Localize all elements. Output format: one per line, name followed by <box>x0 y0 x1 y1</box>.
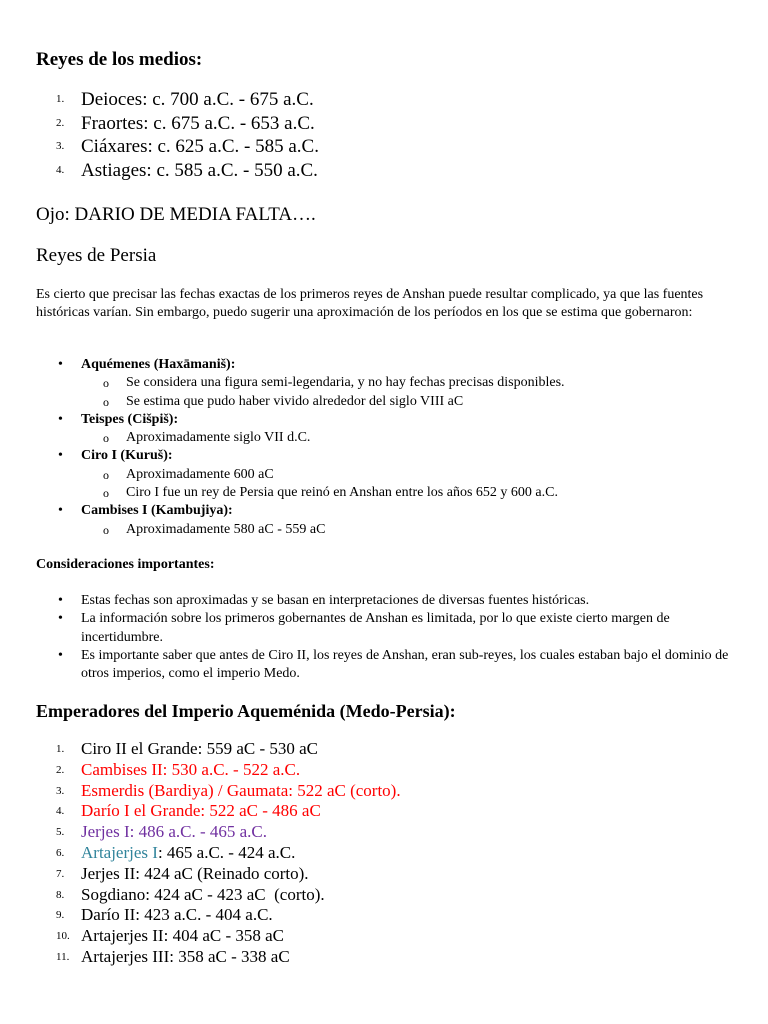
sub-list-item <box>0 521 768 539</box>
sub-list <box>81 374 768 411</box>
king-name: Teispes (Cišpiš): <box>81 411 179 427</box>
list-item <box>0 610 730 647</box>
medes-list <box>0 88 768 182</box>
emperor-text: Cambises II: 530 a.C. - 522 a.C. <box>81 759 301 779</box>
list-item-text: Estas fechas son aproximadas y se basan en interpretaciones de diversas fuentes históricas. <box>81 593 590 608</box>
list-item-text: La información sobre los primeros gobernantes de Anshan es limitada, por lo que existe cierto margen de incertidumbre. <box>81 611 670 645</box>
circle-bullet-icon: o <box>103 376 109 391</box>
list-number: 7. <box>56 867 65 880</box>
list-number: 11. <box>56 950 70 963</box>
list-item <box>0 947 768 968</box>
list-item <box>0 356 768 411</box>
list-number: 4. <box>56 805 65 818</box>
dario-note: Ojo: DARIO DE MEDIA FALTA…. <box>36 204 316 225</box>
list-item <box>0 822 768 843</box>
list-item <box>0 592 730 610</box>
sub-list <box>81 521 768 539</box>
bullet-icon: • <box>58 357 63 372</box>
emperor-text: Esmerdis (Bardiya) / Gaumata: 522 aC (corto). <box>81 780 401 800</box>
sub-list-item <box>0 484 768 502</box>
list-item <box>0 411 768 448</box>
list-item <box>0 112 768 136</box>
list-item-text: Es importante saber que antes de Ciro II, los reyes de Anshan, eran sub-reyes, los cuales estaban bajo el dominio de otros imperios, como el imperio Medo. <box>81 647 729 682</box>
king-name: Cambises I (Kambujiya): <box>81 503 233 519</box>
persia-kings-list <box>0 356 768 539</box>
list-item-text: Fraortes: c. 675 a.C. - 653 a.C. <box>81 112 315 134</box>
sub-item-text: Aproximadamente 600 aC <box>126 466 274 482</box>
list-number: 2. <box>56 116 65 129</box>
list-item <box>0 801 768 822</box>
list-item <box>0 447 768 502</box>
sub-list-item <box>0 429 768 447</box>
list-item <box>0 781 768 802</box>
list-item <box>0 864 768 885</box>
circle-bullet-icon: o <box>103 486 109 501</box>
bullet-icon: • <box>58 448 63 464</box>
list-item <box>0 647 730 684</box>
list-number: 6. <box>56 846 65 859</box>
list-number: 2. <box>56 763 65 776</box>
medes-heading-block <box>36 48 202 72</box>
sub-item-text: Aproximadamente 580 aC - 559 aC <box>126 521 326 537</box>
emperor-text: Artajerjes III: 358 aC - 338 aC <box>81 946 290 966</box>
emperor-name-colored: Artajerjes I <box>81 842 158 862</box>
list-item <box>0 760 768 781</box>
sub-list-item <box>0 466 768 484</box>
emperor-text: Jerjes I: 486 a.C. - 465 a.C. <box>81 822 268 842</box>
king-name: Aquémenes (Haxāmaniš): <box>81 357 236 372</box>
bullet-icon: • <box>58 647 63 663</box>
medes-heading: Reyes de los medios: <box>36 49 203 70</box>
emperors-list <box>0 739 768 968</box>
list-number: 4. <box>56 163 65 176</box>
bullet-icon: • <box>58 411 63 427</box>
list-number: 1. <box>56 743 65 755</box>
king-name: Ciro I (Kuruš): <box>81 448 173 464</box>
bullet-icon: • <box>58 593 63 608</box>
list-number: 10. <box>56 930 70 943</box>
list-item <box>0 905 768 926</box>
sub-list <box>81 466 768 503</box>
list-item-text: Astiages: c. 585 a.C. - 550 a.C. <box>81 159 318 181</box>
sub-item-text: Ciro I fue un rey de Persia que reinó en Anshan entre los años 652 y 600 a.C. <box>126 485 558 501</box>
considerations-list <box>0 592 730 683</box>
sub-item-text: Se considera una figura semi-legendaria, y no hay fechas precisas disponibles. <box>126 375 565 391</box>
list-number: 1. <box>56 93 65 105</box>
list-item <box>0 926 768 947</box>
list-item <box>0 502 768 539</box>
list-number: 3. <box>56 140 65 152</box>
list-item <box>0 88 768 112</box>
sub-list-item <box>0 393 768 411</box>
emperor-text: Jerjes II: 424 aC (Reinado corto). <box>81 863 309 883</box>
list-number: 8. <box>56 888 65 901</box>
emperors-heading: Emperadores del Imperio Aqueménida (Medo-Persia): <box>36 701 456 721</box>
list-item-text: Deioces: c. 700 a.C. - 675 a.C. <box>81 89 314 110</box>
bullet-icon: • <box>58 611 63 627</box>
sub-item-text: Se estima que pudo haber vivido alrededor del siglo VIII aC <box>126 393 464 409</box>
list-number: 9. <box>56 909 65 922</box>
circle-bullet-icon: o <box>103 467 109 482</box>
emperor-text: Ciro II el Grande: 559 aC - 530 aC <box>81 739 318 758</box>
emperor-text: Artajerjes II: 404 aC - 358 aC <box>81 926 284 946</box>
list-number: 3. <box>56 784 65 797</box>
persia-heading: Reyes de Persia <box>36 245 157 266</box>
list-item <box>0 843 768 864</box>
bullet-icon: • <box>58 503 63 519</box>
list-item-text: Ciáxares: c. 625 a.C. - 585 a.C. <box>81 136 319 157</box>
sub-list <box>81 429 768 447</box>
circle-bullet-icon: o <box>103 431 109 446</box>
list-item <box>0 159 768 183</box>
considerations-heading: Consideraciones importantes: <box>36 557 215 572</box>
emperor-text: Darío II: 423 a.C. - 404 a.C. <box>81 905 273 925</box>
circle-bullet-icon: o <box>103 394 109 409</box>
list-item <box>0 885 768 906</box>
emperor-text: Sogdiano: 424 aC - 423 aC (corto). <box>81 884 325 904</box>
persia-intro: Es cierto que precisar las fechas exactas de los primeros reyes de Anshan puede resultar complicado, ya que las fuentes históricas varían. Sin embargo, puedo sugerir una aproximación de los períodos en los que se estima que gobernaron: <box>36 287 704 320</box>
list-number: 5. <box>56 826 65 839</box>
list-item <box>0 135 768 159</box>
sub-list-item <box>0 374 768 392</box>
list-item <box>0 739 768 760</box>
circle-bullet-icon: o <box>103 522 109 537</box>
emperor-dates: : 465 a.C. - 424 a.C. <box>157 842 296 862</box>
emperor-text: Darío I el Grande: 522 aC - 486 aC <box>81 801 321 821</box>
sub-item-text: Aproximadamente siglo VII d.C. <box>126 430 311 446</box>
